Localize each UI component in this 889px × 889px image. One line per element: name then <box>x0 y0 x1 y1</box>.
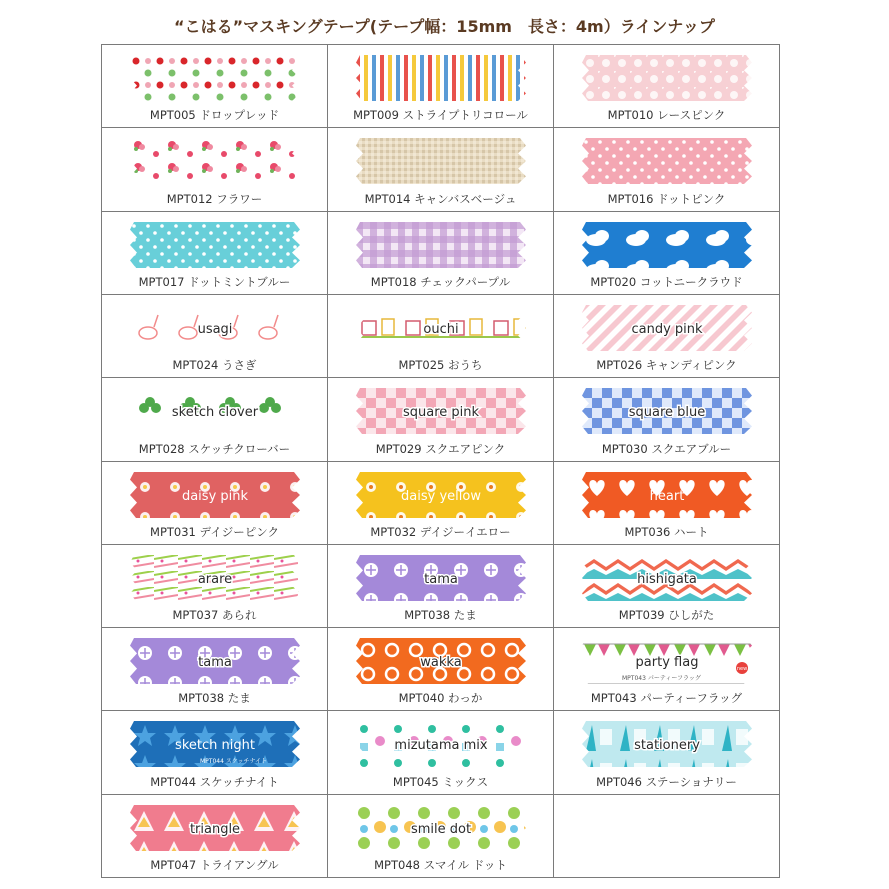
tape-printed-text: wakka <box>420 655 462 670</box>
tape-swatch <box>356 721 526 769</box>
tape-strip <box>356 138 526 184</box>
tape-swatch <box>356 472 526 520</box>
tape-swatch <box>130 555 300 603</box>
tape-pattern-image <box>582 55 752 101</box>
tape-printed-text: usagi <box>197 322 233 337</box>
tape-printed-text: party flag <box>635 655 699 670</box>
tape-swatch <box>582 638 752 686</box>
tape-swatch <box>582 721 752 769</box>
tape-swatch <box>130 638 300 686</box>
tape-cell <box>554 45 780 128</box>
tape-pattern-image <box>582 555 752 601</box>
tape-pattern-image <box>130 472 300 518</box>
tape-printed-text: tama <box>424 572 458 587</box>
tape-pattern-image <box>582 222 752 268</box>
tape-printed-text: heart <box>649 489 685 504</box>
tape-cell <box>328 45 554 128</box>
tape-label: MPT037 あられ <box>172 608 257 622</box>
tape-label: MPT038 たま <box>178 691 251 705</box>
tape-cell <box>554 711 780 795</box>
tape-small-print: MPT043 パーティーフラッグ <box>622 675 701 682</box>
tape-label: MPT043 パーティーフラッグ <box>590 691 743 705</box>
tape-label: MPT044 スケッチナイト <box>150 775 279 789</box>
tape-cell <box>102 545 328 628</box>
tape-label: MPT020 コットニークラウド <box>590 275 743 289</box>
tape-label: MPT031 デイジーピンク <box>150 525 279 539</box>
tape-pattern-image <box>356 138 526 184</box>
tape-pattern-image <box>356 388 526 434</box>
tape-cell <box>328 295 554 378</box>
tape-pattern-image <box>356 55 526 101</box>
tape-pattern-image <box>130 638 300 684</box>
tape-printed-text: daisy yellow <box>401 489 481 504</box>
tape-label: MPT016 ドットピンク <box>607 192 726 206</box>
tape-pattern-image <box>582 388 752 434</box>
tape-pattern-image <box>130 222 300 268</box>
tape-cell <box>328 628 554 711</box>
tape-swatch <box>356 555 526 603</box>
tape-cell <box>328 545 554 628</box>
tape-swatch <box>130 305 300 353</box>
tape-cell <box>554 462 780 545</box>
tape-printed-text: ouchi <box>423 322 459 337</box>
tape-printed-text: stationery <box>634 738 700 753</box>
tape-label: MPT025 おうち <box>398 358 483 372</box>
tape-cell <box>102 45 328 128</box>
tape-label: MPT038 たま <box>404 608 477 622</box>
tape-swatch <box>130 472 300 520</box>
tape-pattern-image <box>356 805 526 851</box>
tape-pattern-image <box>356 721 526 767</box>
tape-label: MPT024 うさぎ <box>172 358 257 372</box>
tape-printed-text: smile dot <box>410 822 472 837</box>
tape-pattern-image <box>130 805 300 851</box>
tape-swatch <box>582 305 752 353</box>
tape-strip <box>130 138 300 184</box>
tape-pattern-image <box>130 138 300 184</box>
tape-label: MPT017 ドットミントブルー <box>138 275 291 289</box>
tape-swatch <box>130 721 300 769</box>
tape-pattern-image <box>130 305 300 351</box>
tape-swatch <box>582 555 752 603</box>
tape-strip <box>356 55 526 101</box>
tape-swatch <box>356 55 526 103</box>
tape-cell <box>102 462 328 545</box>
tape-swatch <box>582 55 752 103</box>
tape-label: MPT005 ドロップレッド <box>149 108 280 122</box>
tape-cell <box>554 378 780 462</box>
tape-printed-text: sketch clover <box>171 405 259 420</box>
tape-label: MPT014 キャンバスベージュ <box>364 192 517 206</box>
tape-cell <box>102 628 328 711</box>
tape-label: MPT040 わっか <box>398 691 483 705</box>
tape-cell <box>328 128 554 212</box>
tape-printed-text: sketch night <box>175 738 255 753</box>
tape-strip <box>582 55 752 101</box>
tape-swatch <box>582 222 752 270</box>
tape-swatch <box>130 805 300 853</box>
tape-swatch <box>356 805 526 853</box>
tape-lineup-grid <box>101 44 780 878</box>
tape-cell <box>554 545 780 628</box>
tape-label: MPT048 スマイル ドット <box>374 858 507 872</box>
tape-swatch <box>356 638 526 686</box>
tape-cell <box>102 795 328 878</box>
tape-swatch <box>582 138 752 186</box>
tape-cell <box>102 212 328 295</box>
tape-pattern-image <box>356 222 526 268</box>
tape-pattern-image <box>582 721 752 767</box>
tape-label: MPT028 スケッチクローバー <box>138 442 291 456</box>
tape-pattern-image <box>356 555 526 601</box>
tape-cell <box>328 795 554 878</box>
tape-printed-text: mizutama mix <box>394 738 488 753</box>
tape-swatch <box>582 388 752 436</box>
tape-pattern-image <box>356 472 526 518</box>
tape-pattern-image <box>582 472 752 518</box>
tape-small-print: MPT044 スケッチナイト <box>200 758 268 765</box>
page-title: “こはる”マスキングテープ(テープ幅：15mm 長さ：4m）ラインナップ <box>174 17 715 36</box>
tape-printed-text: triangle <box>189 822 241 837</box>
tape-strip <box>582 222 752 268</box>
tape-label: MPT026 キャンディピンク <box>596 358 737 372</box>
tape-swatch <box>356 138 526 186</box>
tape-printed-text: hishigata <box>637 572 697 587</box>
tape-strip <box>582 138 752 184</box>
tape-label: MPT046 ステーショナリー <box>596 775 737 789</box>
tape-cell <box>328 212 554 295</box>
tape-pattern-image <box>582 638 752 684</box>
tape-cell <box>102 711 328 795</box>
tape-printed-text: daisy pink <box>181 489 249 504</box>
tape-cell <box>328 462 554 545</box>
tape-label: MPT012 フラワー <box>166 192 263 206</box>
tape-pattern-image <box>130 555 300 601</box>
tape-cell <box>554 295 780 378</box>
tape-cell <box>554 212 780 295</box>
tape-strip <box>130 55 300 101</box>
tape-cell <box>554 628 780 711</box>
tape-label: MPT029 スクエアピンク <box>375 442 506 456</box>
tape-swatch <box>130 222 300 270</box>
tape-cell <box>328 378 554 462</box>
tape-label: MPT047 トライアングル <box>150 858 279 872</box>
tape-label: MPT009 ストライプトリコロール <box>353 108 528 122</box>
tape-cell <box>102 378 328 462</box>
tape-label: MPT018 チェックパープル <box>370 275 511 289</box>
tape-label: MPT030 スクエアブルー <box>601 442 732 456</box>
tape-pattern-image <box>130 55 300 101</box>
new-badge-text: new <box>736 666 748 672</box>
tape-swatch <box>130 138 300 186</box>
tape-cell <box>102 128 328 212</box>
tape-label: MPT036 ハート <box>624 525 709 539</box>
tape-label: MPT039 ひしがた <box>618 608 715 622</box>
tape-printed-text: arare <box>197 572 233 587</box>
tape-swatch <box>130 388 300 436</box>
tape-pattern-image <box>582 138 752 184</box>
tape-swatch <box>356 388 526 436</box>
tape-swatch <box>356 222 526 270</box>
tape-label: MPT032 デイジーイエロー <box>370 525 511 539</box>
tape-pattern-image <box>356 305 526 351</box>
tape-printed-text: square blue <box>628 405 706 420</box>
tape-strip <box>356 222 526 268</box>
tape-printed-text: square pink <box>402 405 480 420</box>
empty-cell <box>554 795 780 878</box>
tape-label: MPT010 レースピンク <box>607 108 726 122</box>
tape-label: MPT045 ミックス <box>392 775 489 789</box>
tape-swatch <box>582 472 752 520</box>
tape-pattern-image <box>356 638 526 684</box>
tape-cell <box>328 711 554 795</box>
tape-pattern-image <box>130 388 300 434</box>
tape-swatch <box>130 55 300 103</box>
tape-printed-text: candy pink <box>631 322 703 337</box>
tape-strip <box>130 222 300 268</box>
tape-pattern-image <box>582 305 752 351</box>
tape-cell <box>102 295 328 378</box>
tape-swatch <box>356 305 526 353</box>
tape-pattern-image <box>130 721 300 767</box>
tape-cell <box>554 128 780 212</box>
tape-printed-text: tama <box>198 655 232 670</box>
